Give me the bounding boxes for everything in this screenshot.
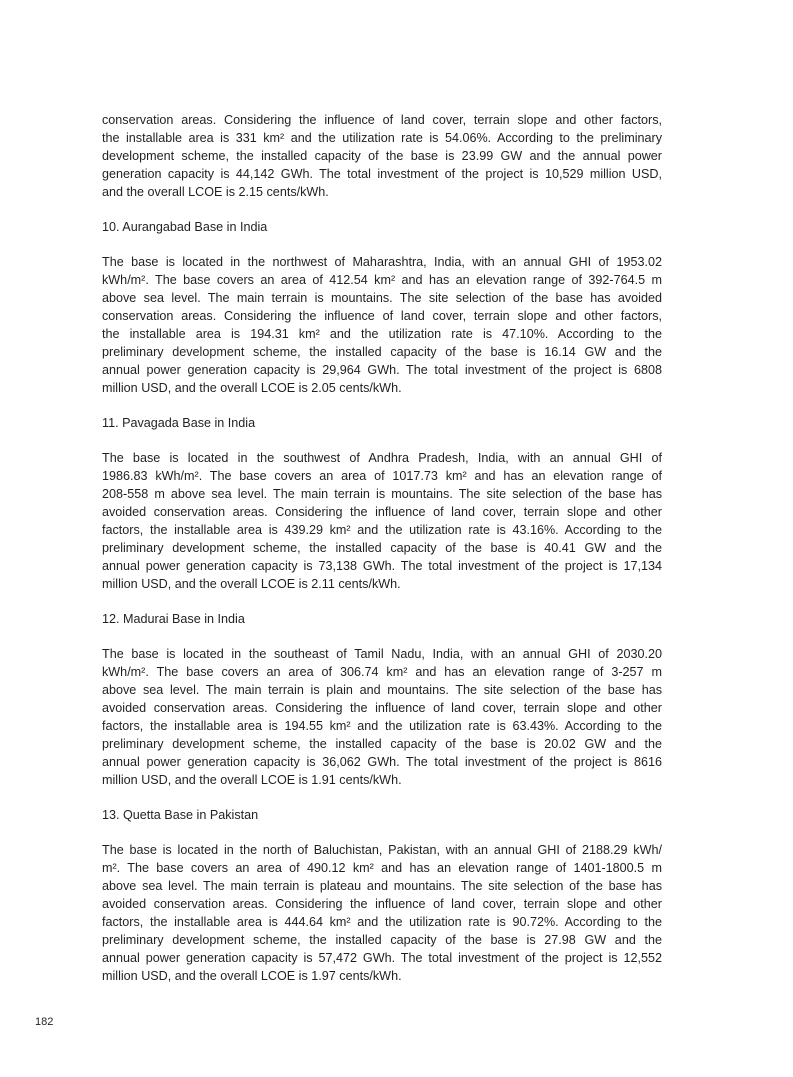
paragraph-line: avoided conservation areas. Considering the influence of land cover, terrain slope and other <box>102 701 662 715</box>
paragraph-line: million USD, and the overall LCOE is 2.11 cents/kWh. <box>102 577 401 591</box>
paragraph-line: the installable area is 331 km² and the utilization rate is 54.06%. According to the preliminary <box>102 131 662 145</box>
paragraph <box>102 449 662 593</box>
section-heading: 13. Quetta Base in Pakistan <box>102 808 259 822</box>
paragraph-line: annual power generation capacity is 73,138 GWh. The total investment of the project is 17,134 <box>102 559 662 573</box>
paragraph-line: The base is located in the southeast of Tamil Nadu, India, with an annual GHI of 2030.20 <box>102 647 662 661</box>
paragraph-line: avoided conservation areas. Considering the influence of land cover, terrain slope and other <box>102 505 662 519</box>
paragraph-line: above sea level. The main terrain is plateau and mountains. The site selection of the base has <box>102 879 662 893</box>
section-heading: 12. Madurai Base in India <box>102 612 245 626</box>
document-body <box>102 111 662 1002</box>
paragraph-line: factors, the installable area is 194.55 km² and the utilization rate is 63.43%. According to the <box>102 719 662 733</box>
paragraph-line: annual power generation capacity is 57,472 GWh. The total investment of the project is 12,552 <box>102 951 662 965</box>
paragraph-line: preliminary development scheme, the installed capacity of the base is 20.02 GW and the <box>102 737 662 751</box>
paragraph-line: generation capacity is 44,142 GWh. The total investment of the project is 10,529 million USD, <box>102 167 662 181</box>
paragraph-line: the installable area is 194.31 km² and the utilization rate is 47.10%. According to the <box>102 327 662 341</box>
paragraph-line: preliminary development scheme, the installed capacity of the base is 40.41 GW and the <box>102 541 662 555</box>
paragraph-line: factors, the installable area is 439.29 km² and the utilization rate is 43.16%. According to the <box>102 523 662 537</box>
paragraph-line: annual power generation capacity is 29,964 GWh. The total investment of the project is 6808 <box>102 363 662 377</box>
paragraph-line: above sea level. The main terrain is mountains. The site selection of the base has avoided <box>102 291 662 305</box>
paragraph-line: kWh/m². The base covers an area of 306.74 km² and has an elevation range of 3-257 m <box>102 665 662 679</box>
paragraph-line: The base is located in the north of Baluchistan, Pakistan, with an annual GHI of 2188.29 kWh/ <box>102 843 662 857</box>
paragraph-line: 208-558 m above sea level. The main terrain is mountains. The site selection of the base has <box>102 487 662 501</box>
paragraph-line: above sea level. The main terrain is plain and mountains. The site selection of the base has <box>102 683 662 697</box>
paragraph-line: and the overall LCOE is 2.15 cents/kWh. <box>102 185 329 199</box>
paragraph <box>102 111 662 201</box>
paragraph-line: 1986.83 kWh/m². The base covers an area of 1017.73 km² and has an elevation range of <box>102 469 662 483</box>
paragraph-line: m². The base covers an area of 490.12 km² and has an elevation range of 1401-1800.5 m <box>102 861 662 875</box>
paragraph-line: The base is located in the northwest of Maharashtra, India, with an annual GHI of 1953.02 <box>102 255 662 269</box>
paragraph-line: million USD, and the overall LCOE is 2.05 cents/kWh. <box>102 381 402 395</box>
page-number: 182 <box>35 1016 54 1028</box>
paragraph-line: preliminary development scheme, the installed capacity of the base is 27.98 GW and the <box>102 933 662 947</box>
paragraph <box>102 645 662 789</box>
paragraph-line: conservation areas. Considering the influence of land cover, terrain slope and other factors, <box>102 113 662 127</box>
paragraph-line: development scheme, the installed capacity of the base is 23.99 GW and the annual power <box>102 149 662 163</box>
paragraph-line: annual power generation capacity is 36,062 GWh. The total investment of the project is 8616 <box>102 755 662 769</box>
section-heading: 11. Pavagada Base in India <box>102 416 256 430</box>
paragraph-line: The base is located in the southwest of Andhra Pradesh, India, with an annual GHI of <box>102 451 662 465</box>
paragraph-line: factors, the installable area is 444.64 km² and the utilization rate is 90.72%. According to the <box>102 915 662 929</box>
paragraph-line: kWh/m². The base covers an area of 412.54 km² and has an elevation range of 392-764.5 m <box>102 273 662 287</box>
paragraph-line: million USD, and the overall LCOE is 1.91 cents/kWh. <box>102 773 402 787</box>
paragraph-line: million USD, and the overall LCOE is 1.97 cents/kWh. <box>102 969 402 983</box>
paragraph-line: preliminary development scheme, the installed capacity of the base is 16.14 GW and the <box>102 345 662 359</box>
paragraph <box>102 841 662 985</box>
paragraph-line: conservation areas. Considering the influence of land cover, terrain slope and other factors, <box>102 309 662 323</box>
paragraph-line: avoided conservation areas. Considering the influence of land cover, terrain slope and other <box>102 897 662 911</box>
paragraph <box>102 253 662 397</box>
section-heading: 10. Aurangabad Base in India <box>102 220 268 234</box>
